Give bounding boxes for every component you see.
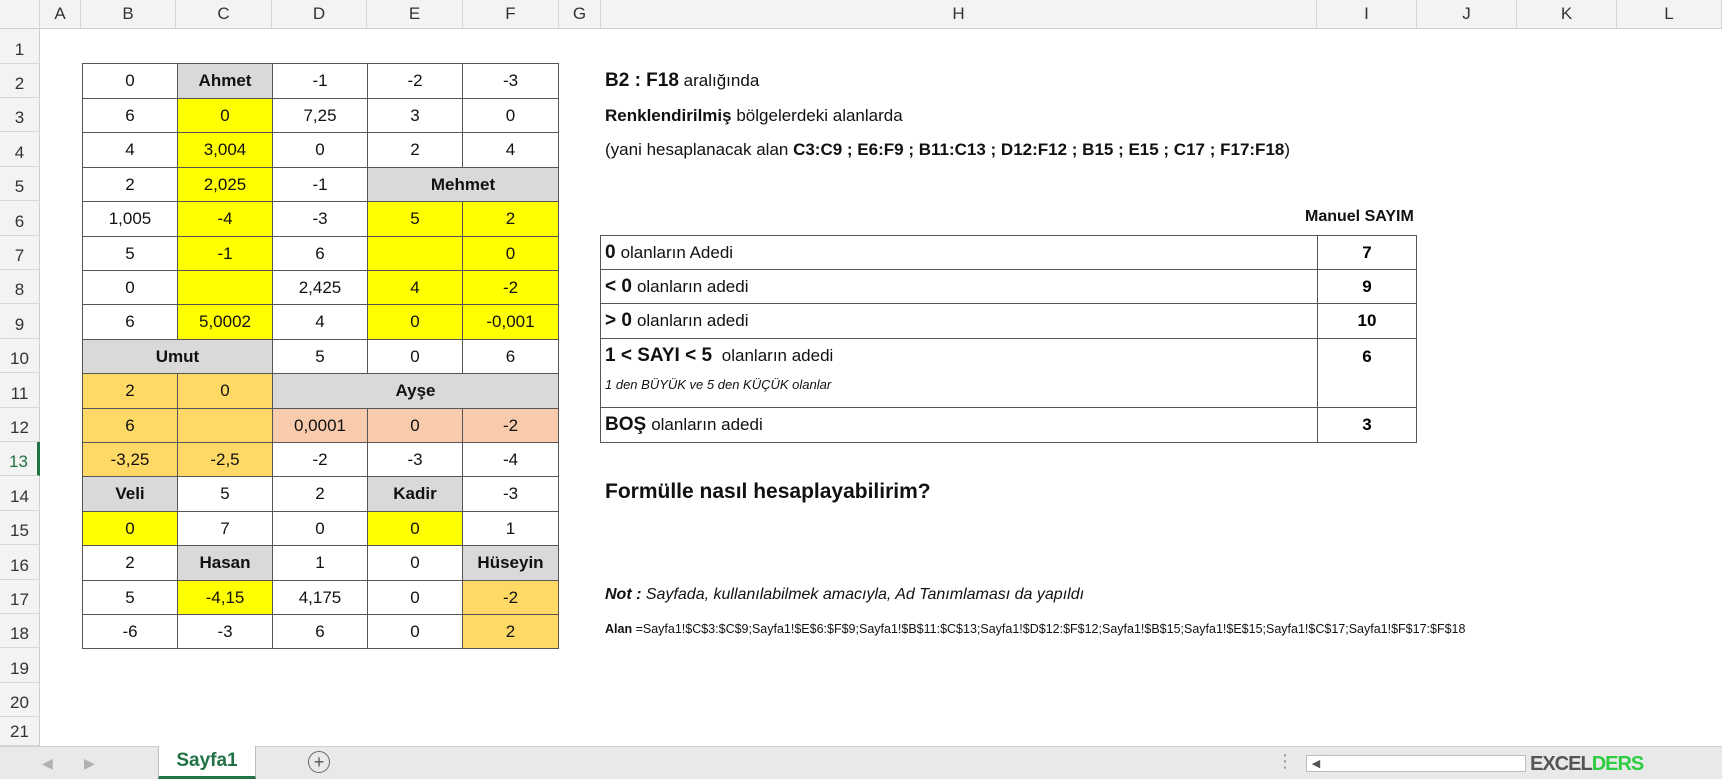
alan-formula-label: Alan bbox=[605, 622, 633, 636]
row-header-13[interactable]: 13 bbox=[0, 442, 40, 476]
row-header-15[interactable]: 15 bbox=[0, 511, 40, 545]
summary-row-between-sub: 1 den BÜYÜK ve 5 den KÜÇÜK olanlar bbox=[605, 377, 832, 392]
cell-f2[interactable]: -3 bbox=[462, 63, 559, 99]
cell-e4[interactable]: 2 bbox=[367, 132, 463, 168]
cell-d13[interactable]: -2 bbox=[272, 442, 368, 477]
summary-row-negative bbox=[600, 269, 1318, 304]
row-header-8[interactable]: 8 bbox=[0, 270, 40, 304]
cell-b17[interactable]: 5 bbox=[82, 580, 178, 615]
cell-c11[interactable]: 0 bbox=[177, 373, 273, 409]
summary-row-positive-text: olanların adedi bbox=[636, 311, 749, 330]
cell-f9[interactable]: -0,001 bbox=[462, 304, 559, 340]
logo-watermark-a: EXCEL bbox=[1530, 753, 1592, 775]
column-header-i[interactable]: I bbox=[1317, 0, 1417, 29]
note-line-2-text: bölgelerdeki alanlarda bbox=[736, 106, 903, 125]
cell-d8[interactable]: 2,425 bbox=[272, 270, 368, 305]
cell-d12[interactable]: 0,0001 bbox=[272, 408, 368, 443]
prev-sheet-icon[interactable]: ◀ bbox=[42, 755, 53, 771]
cell-c18[interactable]: -3 bbox=[177, 614, 273, 649]
column-header-g[interactable]: G bbox=[559, 0, 601, 29]
row-header-1[interactable]: 1 bbox=[0, 29, 40, 64]
cell-e17[interactable]: 0 bbox=[367, 580, 463, 615]
column-header-c[interactable]: C bbox=[176, 0, 272, 29]
cell-c3[interactable]: 0 bbox=[177, 98, 273, 133]
cell-d11-merged[interactable]: Ayşe bbox=[272, 373, 559, 409]
cell-b3[interactable]: 6 bbox=[82, 98, 178, 133]
column-header-e[interactable]: E bbox=[367, 0, 463, 29]
summary-row-positive-big: > 0 bbox=[605, 310, 632, 331]
cell-d10[interactable]: 5 bbox=[272, 339, 368, 374]
sheet-tab-bar bbox=[0, 746, 1722, 779]
cell-b5[interactable]: 2 bbox=[82, 167, 178, 202]
logo-watermark-b: DERS bbox=[1591, 753, 1644, 775]
cell-b8[interactable]: 0 bbox=[82, 270, 178, 305]
summary-row-empty-big: BOŞ bbox=[605, 414, 647, 435]
scroll-left-icon[interactable]: ◀ bbox=[1311, 758, 1321, 770]
cell-b14[interactable]: Veli bbox=[82, 476, 178, 512]
column-header-j[interactable]: J bbox=[1417, 0, 1517, 29]
row-header-5[interactable]: 5 bbox=[0, 167, 40, 201]
row-header-19[interactable]: 19 bbox=[0, 648, 40, 683]
cell-c12[interactable] bbox=[177, 408, 273, 443]
summary-row-negative-text: olanların adedi bbox=[636, 276, 749, 296]
cell-d6[interactable]: -3 bbox=[272, 201, 368, 237]
column-header-d[interactable]: D bbox=[272, 0, 367, 29]
cell-b18[interactable]: -6 bbox=[82, 614, 178, 649]
row-header-21[interactable]: 21 bbox=[0, 717, 40, 746]
cell-e13[interactable]: -3 bbox=[367, 442, 463, 477]
summary-row-zero-text: olanların Adedi bbox=[620, 242, 734, 262]
summary-row-zero-value[interactable]: 7 bbox=[1317, 235, 1417, 270]
cell-d4[interactable]: 0 bbox=[272, 132, 368, 168]
summary-row-zero-big: 0 bbox=[605, 241, 616, 263]
row-header-7[interactable]: 7 bbox=[0, 236, 40, 270]
cell-e15[interactable]: 0 bbox=[367, 511, 463, 546]
column-header-b[interactable]: B bbox=[81, 0, 176, 29]
cell-f14[interactable]: -3 bbox=[462, 476, 559, 512]
note-line-2 bbox=[605, 106, 903, 126]
cell-b9[interactable]: 6 bbox=[82, 304, 178, 340]
summary-row-between-big: 1 < SAYI < 5 bbox=[605, 345, 713, 366]
row-header-10[interactable]: 10 bbox=[0, 339, 40, 373]
cell-d16[interactable]: 1 bbox=[272, 545, 368, 581]
select-all-corner[interactable] bbox=[0, 0, 40, 29]
summary-row-empty-text: olanların adedi bbox=[651, 415, 763, 434]
cell-b6[interactable]: 1,005 bbox=[82, 201, 178, 237]
row-header-18[interactable]: 18 bbox=[0, 614, 40, 648]
cell-d7[interactable]: 6 bbox=[272, 236, 368, 271]
summary-row-empty-value[interactable]: 3 bbox=[1317, 407, 1417, 443]
cell-f6[interactable]: 2 bbox=[462, 201, 559, 237]
cell-c4[interactable]: 3,004 bbox=[177, 132, 273, 168]
cell-c17[interactable]: -4,15 bbox=[177, 580, 273, 615]
summary-header: Manuel SAYIM bbox=[1305, 208, 1414, 225]
alan-formula bbox=[605, 622, 1465, 636]
row-header-11[interactable]: 11 bbox=[0, 373, 40, 408]
summary-row-negative-value[interactable]: 9 bbox=[1317, 269, 1417, 304]
cell-c7[interactable]: -1 bbox=[177, 236, 273, 271]
cell-b13[interactable]: -3,25 bbox=[82, 442, 178, 477]
logo-watermark bbox=[1530, 753, 1643, 776]
question-heading: Formülle nasıl hesaplayabilirim? bbox=[605, 480, 931, 503]
alan-formula-text: =Sayfa1!$C$3:$C$9;Sayfa1!$E$6:$F$9;Sayfa1!$B$11:$C$13;Sayfa1!$D$12:$F$12;Sayfa1!$B$15;Sayfa1!$E$15;Sayfa1!$C$17;Sayfa1!$F$17:$F$18 bbox=[632, 622, 1466, 636]
cell-f13[interactable]: -4 bbox=[462, 442, 559, 477]
summary-row-negative-big: < 0 bbox=[605, 275, 632, 297]
cell-d3[interactable]: 7,25 bbox=[272, 98, 368, 133]
cell-f17[interactable]: -2 bbox=[462, 580, 559, 615]
cell-e16[interactable]: 0 bbox=[367, 545, 463, 581]
note-line-1 bbox=[605, 70, 759, 92]
cell-e18[interactable]: 0 bbox=[367, 614, 463, 649]
summary-row-between-main bbox=[605, 345, 833, 367]
summary-row-positive bbox=[600, 303, 1318, 339]
note-line-1-text: aralığında bbox=[683, 71, 760, 90]
column-header-a[interactable]: A bbox=[40, 0, 81, 29]
summary-row-positive-value[interactable]: 10 bbox=[1317, 303, 1417, 339]
note-line-3-ranges: C3:C9 ; E6:F9 ; B11:C13 ; D12:F12 ; B15 ; E15 ; C17 ; F17:F18 bbox=[793, 140, 1285, 159]
cell-f16[interactable]: Hüseyin bbox=[462, 545, 559, 581]
cell-b16[interactable]: 2 bbox=[82, 545, 178, 581]
cell-f15[interactable]: 1 bbox=[462, 511, 559, 546]
cell-f18[interactable]: 2 bbox=[462, 614, 559, 649]
note-definition bbox=[605, 586, 1084, 604]
column-header-h[interactable]: H bbox=[601, 0, 1317, 29]
cell-d9[interactable]: 4 bbox=[272, 304, 368, 340]
cell-e5-merged[interactable]: Mehmet bbox=[367, 167, 559, 202]
cell-d5[interactable]: -1 bbox=[272, 167, 368, 202]
note-line-3-prefix: (yani hesaplanacak alan bbox=[605, 140, 794, 159]
cell-c6[interactable]: -4 bbox=[177, 201, 273, 237]
note-definition-text: Sayfada, kullanılabilmek amacıyla, Ad Tanımlaması da yapıldı bbox=[641, 586, 1085, 603]
cell-e3[interactable]: 3 bbox=[367, 98, 463, 133]
row-header-6[interactable]: 6 bbox=[0, 201, 40, 236]
row-header-4[interactable]: 4 bbox=[0, 132, 40, 167]
summary-row-zero bbox=[600, 235, 1318, 270]
summary-row-empty bbox=[600, 407, 1318, 443]
row-header-20[interactable]: 20 bbox=[0, 683, 40, 717]
row-header-3[interactable]: 3 bbox=[0, 98, 40, 132]
cell-b7[interactable]: 5 bbox=[82, 236, 178, 271]
cell-e10[interactable]: 0 bbox=[367, 339, 463, 374]
cell-b4[interactable]: 4 bbox=[82, 132, 178, 168]
summary-row-between bbox=[600, 338, 1318, 408]
row-header-12[interactable]: 12 bbox=[0, 408, 40, 442]
cell-f12[interactable]: -2 bbox=[462, 408, 559, 443]
cell-c13[interactable]: -2,5 bbox=[177, 442, 273, 477]
column-header-f[interactable]: F bbox=[463, 0, 559, 29]
cell-b12[interactable]: 6 bbox=[82, 408, 178, 443]
cell-e14[interactable]: Kadir bbox=[367, 476, 463, 512]
cell-f3[interactable]: 0 bbox=[462, 98, 559, 133]
row-header-17[interactable]: 17 bbox=[0, 580, 40, 614]
cell-d2[interactable]: -1 bbox=[272, 63, 368, 99]
column-header-k[interactable]: K bbox=[1517, 0, 1617, 29]
row-header-16[interactable]: 16 bbox=[0, 545, 40, 580]
cell-f10[interactable]: 6 bbox=[462, 339, 559, 374]
cell-e2[interactable]: -2 bbox=[367, 63, 463, 99]
summary-row-between-text: olanların adedi bbox=[721, 346, 834, 365]
cell-c5[interactable]: 2,025 bbox=[177, 167, 273, 202]
cell-f4[interactable]: 4 bbox=[462, 132, 559, 168]
cell-d15[interactable]: 0 bbox=[272, 511, 368, 546]
cell-e8[interactable]: 4 bbox=[367, 270, 463, 305]
cell-f7[interactable]: 0 bbox=[462, 236, 559, 271]
note-line-3 bbox=[605, 140, 1290, 160]
cell-c16[interactable]: Hasan bbox=[177, 545, 273, 581]
cell-b15[interactable]: 0 bbox=[82, 511, 178, 546]
cell-b10-merged[interactable]: Umut bbox=[82, 339, 273, 374]
row-header-9[interactable]: 9 bbox=[0, 304, 40, 339]
tab-sayfa1[interactable]: Sayfa1 bbox=[158, 746, 256, 779]
cell-e9[interactable]: 0 bbox=[367, 304, 463, 340]
cell-e6[interactable]: 5 bbox=[367, 201, 463, 237]
cell-e7[interactable] bbox=[367, 236, 463, 271]
cell-d18[interactable]: 6 bbox=[272, 614, 368, 649]
next-sheet-icon[interactable]: ▶ bbox=[84, 755, 95, 771]
cell-c14[interactable]: 5 bbox=[177, 476, 273, 512]
cell-d17[interactable]: 4,175 bbox=[272, 580, 368, 615]
cell-f8[interactable]: -2 bbox=[462, 270, 559, 305]
column-header-l[interactable]: L bbox=[1617, 0, 1722, 29]
cell-e12[interactable]: 0 bbox=[367, 408, 463, 443]
horizontal-scrollbar[interactable] bbox=[1306, 755, 1526, 772]
row-header-2[interactable]: 2 bbox=[0, 64, 40, 98]
summary-row-between-value[interactable]: 6 bbox=[1317, 338, 1417, 408]
add-sheet-icon[interactable]: + bbox=[308, 751, 330, 773]
more-options-icon[interactable]: ⋮ bbox=[1276, 751, 1294, 771]
cell-b2[interactable]: 0 bbox=[82, 63, 178, 99]
note-line-3-suffix: ) bbox=[1284, 140, 1291, 159]
row-header-14[interactable]: 14 bbox=[0, 476, 40, 511]
note-line-1-range: B2 : F18 bbox=[605, 70, 679, 91]
note-definition-label: Not : bbox=[605, 586, 642, 603]
note-line-2-bold: Renklendirilmiş bbox=[605, 106, 732, 125]
cell-c8[interactable] bbox=[177, 270, 273, 305]
cell-c15[interactable]: 7 bbox=[177, 511, 273, 546]
cell-c2[interactable]: Ahmet bbox=[177, 63, 273, 99]
cell-d14[interactable]: 2 bbox=[272, 476, 368, 512]
cell-c9[interactable]: 5,0002 bbox=[177, 304, 273, 340]
cell-b11[interactable]: 2 bbox=[82, 373, 178, 409]
